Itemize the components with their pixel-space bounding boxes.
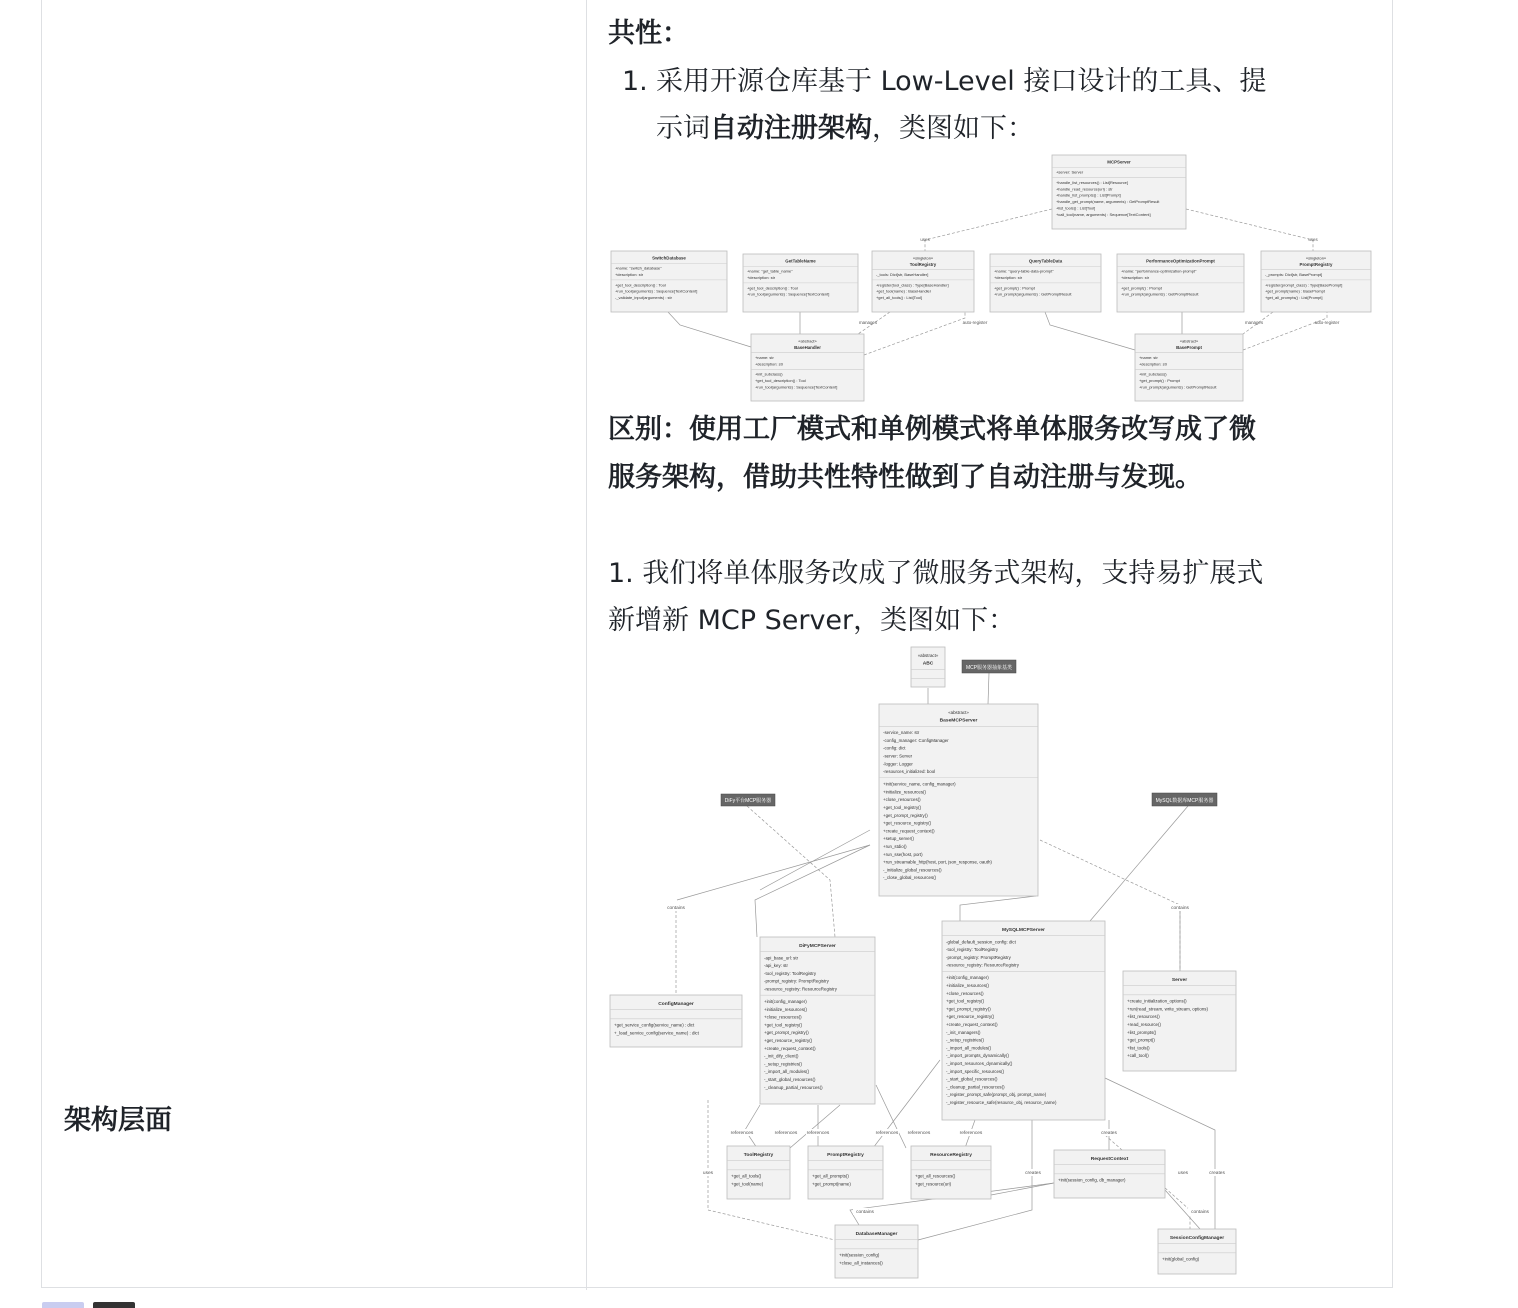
diagram-text: -prompt_registry: PromptRegistry [946, 954, 1011, 960]
relationship-line [1186, 209, 1313, 251]
relationship-line [864, 312, 965, 355]
diagram-text: +get_resource(uri) [915, 1181, 952, 1187]
edge-label: creates [1025, 1171, 1041, 1176]
diagram-text: +setup_server() [883, 836, 914, 842]
diagram-text: +description: str [747, 275, 776, 281]
edge-label: contains [856, 1210, 874, 1215]
class-querytabledata [990, 254, 1101, 312]
diagram-text: -resources_initialized: bool [883, 769, 936, 775]
diagram-text: ConfigManager [658, 1001, 694, 1007]
item1-text: 示词 [656, 113, 710, 144]
diagram-text: -prompt_registry: PromptRegistry [764, 978, 829, 984]
diagram-text: MySQLMCPServer [1002, 927, 1045, 933]
diagram-text: +get_tool_registry() [946, 998, 985, 1004]
item1-text-end: ，类图如下： [872, 113, 1034, 144]
relationship-line [1045, 312, 1135, 350]
thumbnail [42, 1302, 84, 1308]
diagram-text: «abstract» [798, 338, 817, 344]
diagram-text: ToolRegistry [743, 1152, 774, 1158]
diagram-text: +get_tool_description() : Tool [615, 282, 666, 288]
diagram-text: -logger: Logger [883, 761, 913, 767]
diagram-text: «singleton» [1305, 255, 1327, 261]
edge-label: references [907, 1131, 931, 1136]
diagram-text: +call_tool(name, arguments) : Sequence[TextContent] [1056, 211, 1151, 217]
diagram-text: +description: str [1139, 361, 1168, 367]
edge-label: creates [1209, 1171, 1225, 1176]
diagram-text: +list_tools() : List[Tool] [1056, 205, 1096, 211]
common-heading: 共性： [608, 18, 689, 49]
edge-label: references [730, 1131, 754, 1136]
relationship-line [755, 845, 870, 937]
diagram-text: +run_tool(arguments) : Sequence[TextContent] [755, 384, 838, 390]
diagram-text: +get_tool_description() : Tool [747, 285, 798, 291]
diagram-text: -resource_registry: ResourceRegistry [946, 962, 1019, 968]
diagram-text: BaseMCPServer [939, 718, 978, 724]
diagram-text: +get_prompt_registry() [764, 1030, 809, 1036]
diagram-text: -_import_all_modules() [764, 1069, 810, 1075]
diagram-text: +create_request_context() [946, 1021, 998, 1027]
item1-bold-text: 自动注册架构 [710, 113, 872, 144]
relationship-line [925, 209, 1052, 251]
diagram-text: «singleton» [912, 255, 934, 261]
diagram-text: +run_stdio() [883, 843, 907, 849]
class-requestcontext [1054, 1150, 1165, 1198]
diagram-text: +_load_service_config(service_name) : dict [614, 1030, 699, 1036]
class-mysqlmcpserver [942, 921, 1105, 1120]
diagram-text: ResourceRegistry [930, 1152, 972, 1158]
diagram-text: +init(service_name, config_manager) [883, 781, 956, 787]
relationship-line [668, 312, 751, 347]
diagram-text: +initialize_resources() [883, 789, 926, 795]
diagram-text: -_import_all_modules() [946, 1045, 992, 1051]
class-abc [911, 647, 945, 687]
diagram-text: +get_resource_registry() [764, 1037, 813, 1043]
diagram-text: -config: dict [883, 745, 906, 751]
class-toolregistry [872, 251, 974, 312]
diagram-text: +create_initialization_options() [1127, 998, 1187, 1004]
relationship-line [677, 845, 870, 900]
diagram-text: +run_prompt(arguments) : GetPromptResult [994, 291, 1072, 297]
diagram-text: +list_resources() [1127, 1014, 1160, 1020]
diagram-text: +init(session_config, db_manager) [1058, 1177, 1126, 1183]
diagram-text: DiFyMCPServer [799, 943, 836, 949]
diagram-text: +run_tool(arguments) : Sequence[TextContent] [615, 288, 698, 294]
diagram-text: +description: str [615, 272, 644, 278]
relationship-line [1090, 806, 1188, 921]
diagram-text: +register(tool_class) : Type[BaseHandler] [876, 282, 949, 288]
diagram-text: +handle_get_prompt(name, arguments) : GetPromptResult [1056, 199, 1160, 205]
diagram-text: -_cleanup_partial_resources() [764, 1084, 823, 1090]
diagram-text: +get_all_prompts() [812, 1173, 849, 1179]
diagram-text: +init(config_manager) [764, 998, 807, 1004]
class-server [1123, 971, 1236, 1071]
diagram-text: +get_all_tools() : List[Tool] [876, 295, 923, 301]
diagram-text: +get_resource_registry() [946, 1014, 995, 1020]
diagram-text: «abstract» [948, 709, 969, 715]
class-promptregistry [808, 1146, 883, 1199]
diagram-text: -tool_registry: ToolRegistry [764, 970, 817, 976]
edge-label: uses [1177, 1171, 1189, 1176]
diagram-text: -_register_prompt_safe(prompt_obj, prompt_name) [946, 1092, 1047, 1098]
diagram-text: +get_tool_registry() [883, 804, 922, 810]
diagram-text: +close_resources() [946, 990, 984, 996]
diagram-text: +get_resource_registry() [883, 820, 932, 826]
class-performanceoptimizationprompt [1117, 254, 1244, 312]
diagram-text: -api_base_url: str [764, 955, 799, 961]
edge-label: contains [1171, 906, 1189, 911]
diagram-text: BasePrompt [1176, 344, 1202, 350]
relationship-line [988, 673, 989, 704]
diagram-text: -global_default_session_config: dict [946, 939, 1016, 945]
note-text: DiFy平台MCP服务器 [724, 798, 772, 804]
class-switchdatabase [611, 251, 727, 312]
diagram-text: +run_prompt(arguments) : GetPromptResult [1139, 384, 1217, 390]
diagram-text: +description: str [755, 361, 784, 367]
edge-label: references [875, 1131, 899, 1136]
diagram-text: -_setup_registries() [946, 1037, 984, 1043]
diagram-text: -_start_global_resources() [946, 1076, 998, 1082]
class-baseprompt [1135, 334, 1243, 401]
note-text: MySQL数据库MCP服务器 [1155, 798, 1214, 804]
diagram-text: +read_resource() [1127, 1022, 1161, 1028]
diagram-text: SessionConfigManager [1169, 1235, 1225, 1241]
diagram-text: -_tools: Dict[str, BaseHandler] [876, 272, 929, 278]
diagram-text: «abstract» [917, 652, 939, 658]
diagram-text: +list_prompts() [1127, 1029, 1157, 1035]
edge-label: auto-register [1314, 320, 1340, 325]
diagram-text: +name: "switch_database" [615, 265, 662, 271]
diagram-text: -_init_managers() [946, 1029, 981, 1035]
diagram-text: +init(global_config) [1162, 1256, 1200, 1262]
diagram-text: -config_manager: ConfigManager [883, 737, 949, 743]
relationship-line [790, 1105, 840, 1148]
diagram-text: +server: Server [1056, 169, 1084, 175]
edge-label: references [959, 1131, 983, 1136]
relationship-line [991, 1183, 1054, 1195]
difference-line1: 区别：使用工厂模式和单例模式将单体服务改写成了微 [608, 414, 1256, 445]
diagram-text: +get_prompt_registry() [883, 812, 928, 818]
diagram-text: +name: str [755, 355, 774, 361]
thumbnail [93, 1302, 135, 1308]
diagram-text: PerformanceOptimizationPrompt [1146, 258, 1215, 264]
diagram-text: +register(prompt_class) : Type[BasePrompt] [1265, 282, 1343, 288]
diagram-text: +get_all_resources() [915, 1173, 956, 1179]
diagram-text: SwitchDatabase [652, 255, 686, 261]
diagram-text: -tool_registry: ToolRegistry [946, 947, 999, 953]
diagram-text: +create_request_context() [883, 828, 935, 834]
diagram-text: +name: str [1139, 355, 1158, 361]
diagram-text: +init(config_manager) [946, 975, 989, 981]
diagram-text: +get_all_tools() [731, 1173, 762, 1179]
diagram-text: +run(read_stream, write_stream, options) [1127, 1006, 1208, 1012]
diagram-text: -_register_resource_safe(resource_obj, resource_name) [946, 1099, 1057, 1105]
diagram-text: -_validate_input(arguments) : str [615, 295, 672, 301]
diagram-text: +handle_read_resource(uri) : str [1056, 186, 1113, 192]
diagram-text: +get_tool(name) [731, 1181, 764, 1187]
class-sessionconfigmanager [1158, 1229, 1236, 1274]
diagram-text: +description: str [1121, 275, 1150, 281]
diagram-text: Server [1171, 977, 1188, 983]
class-configmanager [610, 995, 742, 1047]
diagram-text: «abstract» [1179, 338, 1199, 344]
item2-line1: 1. 我们将单体服务改成了微服务式架构，支持易扩展式 [608, 558, 1264, 589]
diagram-text: +init_subclass() [1139, 371, 1167, 377]
diagram-text: +name: "get_table_name" [747, 268, 793, 274]
diagram-text: MCPServer [1107, 159, 1131, 165]
diagram-text: +get_prompt() : Prompt [1139, 378, 1180, 384]
diagram-text: +create_request_context() [764, 1045, 816, 1051]
edge-label: uses [920, 237, 930, 242]
diagram-text: +initialize_resources() [764, 1006, 807, 1012]
class-databasemanager [835, 1225, 918, 1278]
edge-label: uses [702, 1171, 714, 1176]
diagram-text: +close_all_instances() [839, 1260, 883, 1266]
edge-label: uses [1308, 237, 1318, 242]
item1-number: 1. [622, 66, 648, 97]
diagram-text: +run_sse(host, port) [883, 851, 923, 857]
diagram-text: -_setup_registries() [764, 1061, 802, 1067]
diagram-text: -resource_registry: ResourceRegistry [764, 986, 837, 992]
diagram-text: ABC [922, 661, 934, 667]
diagram-text: +call_tool() [1127, 1053, 1149, 1059]
item1-line1: 采用开源仓库基于 Low-Level 接口设计的工具、提 [656, 66, 1267, 97]
class-difymcpserver [760, 937, 875, 1104]
diagram-text: +handle_list_resources() : List[Resource] [1056, 179, 1128, 185]
diagram-text: -_cleanup_partial_resources() [946, 1084, 1005, 1090]
edge-label: contains [1191, 1210, 1209, 1215]
diagram-text: -_initialize_global_resources() [883, 867, 942, 873]
edge-label: references [774, 1131, 798, 1136]
edge-label: contains [667, 906, 685, 911]
diagram-text: +initialize_resources() [946, 982, 989, 988]
relationship-line [760, 830, 870, 890]
diagram-text: +get_all_prompts() : List[Prompt] [1265, 295, 1323, 301]
diagram-text: +close_resources() [883, 797, 921, 803]
class-toolregistry [727, 1146, 790, 1199]
relationship-line [1243, 312, 1327, 350]
class-basehandler [751, 334, 864, 401]
diagram-text: PromptRegistry [827, 1152, 864, 1158]
diagram-text: -server: Server [883, 753, 913, 759]
class-resourceregistry [911, 1146, 991, 1199]
diagram-text: +get_tool(name) : BaseHandler [876, 288, 932, 294]
diagram-text: -api_key: str [764, 963, 788, 969]
diagram-text: +handle_list_prompts() : List[Prompt] [1056, 192, 1121, 198]
edge-label: creates [1101, 1131, 1117, 1136]
relationship-line [960, 896, 1036, 921]
diagram-text: ToolRegistry [909, 261, 937, 267]
item2-line2: 新增新 MCP Server，类图如下： [608, 605, 1016, 636]
diagram-text: +get_prompt(name) : BasePrompt [1265, 288, 1325, 294]
diagram-text: -_init_dify_client() [764, 1053, 799, 1059]
diagram-text: +close_resources() [764, 1014, 802, 1020]
diagram-text: +run_prompt(arguments) : GetPromptResult [1121, 291, 1199, 297]
edge-label: manages [1244, 320, 1264, 325]
diagram-text: +name: "performance-optimization-prompt" [1121, 268, 1197, 274]
diagram-text: +list_tools() [1127, 1045, 1150, 1051]
diagram-text: RequestContext [1090, 1156, 1129, 1162]
diagram-text: -_import_specific_resources() [946, 1068, 1005, 1074]
diagram-text: GetTableName [785, 258, 816, 264]
diagram-text: BaseHandler [794, 344, 821, 350]
edge-label: manages [858, 320, 878, 325]
diagram-text: DatabaseManager [855, 1231, 898, 1237]
diagram-text: -_import_prompts_dynamically() [946, 1053, 1009, 1059]
note-text: MCP服务器抽象基类 [965, 665, 1013, 671]
edge-label: auto-register [962, 320, 988, 325]
diagram-text: +get_prompt(name) [812, 1181, 851, 1187]
edge-label: references [806, 1131, 830, 1136]
diagram-text: +init(session_config) [839, 1252, 880, 1258]
diagram-text: +get_tool_registry() [764, 1022, 803, 1028]
diagram-text: -service_name: str [883, 730, 920, 736]
diagram-text: +get_prompt() [1127, 1037, 1155, 1043]
diagram-text: +get_prompt() : Prompt [1121, 285, 1162, 291]
diagram-text: +description: str [994, 275, 1023, 281]
diagram-text: +name: "query-table-data-prompt" [994, 268, 1054, 274]
relationship-line [747, 806, 835, 937]
diagram-text: QueryTableData [1028, 258, 1063, 264]
diagram-text: -_start_global_resources() [764, 1076, 816, 1082]
class-gettablename [743, 254, 858, 312]
diagram-text: -_prompts: Dict[str, BasePrompt] [1265, 272, 1323, 278]
diagram-text: -_import_resources_dynamically() [946, 1060, 1013, 1066]
class-mcpserver [1052, 155, 1186, 229]
diagram-text: PromptRegistry [1299, 261, 1333, 267]
diagram-text: +run_streamable_http(host, port, json_response, oauth) [883, 859, 992, 865]
diagram-text: +init_subclass() [755, 371, 783, 377]
class-promptregistry [1261, 251, 1371, 312]
relationship-line [745, 1105, 760, 1148]
diagram-text: +get_service_config(service_name) : dict [614, 1022, 695, 1028]
diagram-text: +get_tool_description() : Tool [755, 378, 806, 384]
diagram-text: +get_prompt_registry() [946, 1006, 991, 1012]
diagram-text: -_close_global_resources() [883, 875, 937, 881]
diagram-text: +get_prompt() : Prompt [994, 285, 1035, 291]
class-basemcpserver [879, 704, 1038, 896]
diagram-text: +run_tool(arguments) : Sequence[TextContent] [747, 291, 830, 297]
row-label: 架构层面 [64, 1105, 172, 1136]
difference-line2: 服务架构，借助共性特性做到了自动注册与发现。 [608, 462, 1202, 493]
